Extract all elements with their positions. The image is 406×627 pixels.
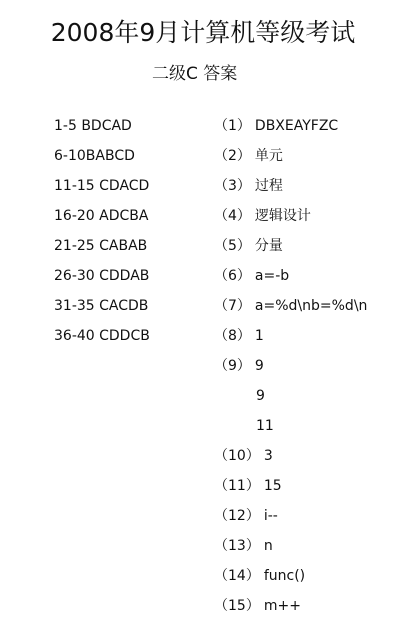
question-number: （4） [214, 208, 251, 224]
question-number: （1） [214, 118, 251, 134]
fill-answer-row [214, 474, 367, 504]
answer-text: n [263, 538, 273, 554]
question-number: （12） [214, 508, 260, 524]
mc-answer-row: 6-10BABCD [54, 148, 135, 164]
fill-answer-row [214, 564, 367, 594]
fill-answer-continuation [214, 384, 367, 414]
mc-answer-row: 36-40 CDDCB [54, 328, 150, 344]
answer-text: 分量 [254, 238, 283, 254]
fill-answer-row [214, 264, 367, 294]
multiple-choice-answers [54, 114, 150, 354]
mc-answer-row: 21-25 CABAB [54, 238, 148, 254]
question-number: （5） [214, 238, 251, 254]
mc-answer-row: 31-35 CACDB [54, 298, 149, 314]
fill-answer-row [214, 294, 367, 324]
answer-text: 11 [256, 418, 274, 434]
answer-text: a=%d\nb=%d\n [254, 298, 368, 314]
fill-answer-continuation [214, 414, 367, 444]
mc-answer-row: 16-20 ADCBA [54, 208, 149, 224]
fill-answer-row [214, 534, 367, 564]
page-title: 2008年9月计算机等级考试 [50, 18, 356, 47]
fill-answer-row [214, 504, 367, 534]
fill-answer-row [214, 444, 367, 474]
fill-answer-row [214, 144, 367, 174]
answer-text: 1 [254, 328, 264, 344]
page-subtitle: 二级C 答案 [152, 64, 238, 84]
fill-in-answers [214, 114, 367, 624]
answer-text: m++ [263, 598, 301, 614]
question-number: （15） [214, 598, 260, 614]
mc-answer-row: 1-5 BDCAD [54, 118, 132, 134]
question-number: （14） [214, 568, 260, 584]
answer-text: func() [263, 568, 306, 584]
fill-answer-row [214, 114, 367, 144]
answer-text: DBXEAYFZC [254, 118, 339, 134]
mc-answer-row: 11-15 CDACD [54, 178, 150, 194]
answer-text: 15 [263, 478, 282, 494]
answer-text: 单元 [254, 148, 283, 164]
fill-answer-row [214, 174, 367, 204]
answer-text: i-- [263, 508, 278, 524]
fill-answer-row [214, 594, 367, 624]
answer-text: a=-b [254, 268, 290, 284]
question-number: （3） [214, 178, 251, 194]
mc-answer-row: 26-30 CDDAB [54, 268, 150, 284]
question-number: （11） [214, 478, 260, 494]
answer-text: 过程 [254, 178, 283, 194]
question-number: （6） [214, 268, 251, 284]
question-number: （2） [214, 148, 251, 164]
fill-answer-row [214, 234, 367, 264]
question-number: （10） [214, 448, 260, 464]
fill-answer-row [214, 354, 367, 384]
answer-text: 逻辑设计 [254, 208, 311, 224]
question-number: （8） [214, 328, 251, 344]
question-number: （9） [214, 358, 251, 374]
fill-answer-row [214, 204, 367, 234]
answer-text: 9 [254, 358, 264, 374]
fill-answer-row [214, 324, 367, 354]
answer-text: 3 [263, 448, 273, 464]
question-number: （13） [214, 538, 260, 554]
answer-text: 9 [256, 388, 265, 404]
question-number: （7） [214, 298, 251, 314]
